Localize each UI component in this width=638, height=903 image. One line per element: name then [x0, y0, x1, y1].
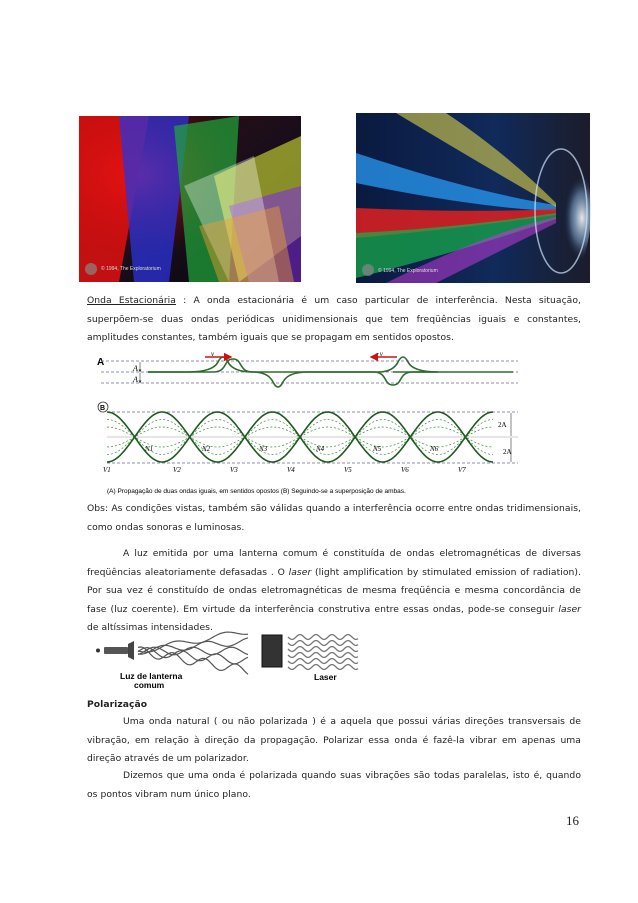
lanterna-label: Luz de lanterna comum	[120, 671, 183, 690]
exploratorium-logo-icon	[362, 264, 374, 276]
flashlight-vs-laser-figure	[96, 617, 368, 695]
label-b: B	[100, 405, 106, 412]
antinode-label: V4	[287, 466, 295, 474]
standing-wave-paragraph	[87, 292, 581, 348]
lens-dispersion-photo	[356, 113, 590, 283]
laser-term: laser	[288, 566, 312, 578]
incoherent-waves	[138, 632, 248, 674]
antinode-label: V5	[344, 466, 352, 474]
laser-medium-block	[262, 635, 282, 667]
amp-label: A	[133, 375, 138, 384]
polarizacao-paragraph-2: Dizemos que uma onda é polarizada quando suas vibrações são todas paralelas, isto é, quando os pontos vibram num único plano.	[87, 770, 581, 800]
coherent-wave	[288, 635, 358, 640]
coherent-wave	[288, 659, 358, 664]
coherent-waves	[288, 635, 358, 670]
label-a: A	[97, 357, 105, 368]
coherent-wave	[288, 665, 358, 670]
antinode-label: V1	[103, 466, 111, 474]
color-mixing-photo	[79, 116, 301, 282]
polarizacao-paragraph-1: Uma onda natural ( ou não polarizada ) é a aquela que possui várias direções transversais de vibração, em relação à direção da propagação. Polarizar essa onda é fazê-la vibrar em apenas uma direção através de um polarizador.	[87, 716, 581, 765]
two-a-top: 2A	[498, 421, 507, 429]
exploratorium-logo-icon	[85, 263, 97, 275]
node-label: N2	[202, 445, 211, 453]
coherent-wave	[288, 641, 358, 646]
node-label: N3	[259, 445, 268, 453]
antinode-label: V6	[401, 466, 409, 474]
node-label: N1	[145, 445, 154, 453]
node-label: N4	[316, 445, 325, 453]
paragraph-text: A luz emitida por uma lanterna comum é constituída de ondas eletromagnéticas de diversas freqüências aleatoriamente defasadas . O	[87, 548, 581, 578]
obs-paragraph: Obs: As condições vistas, também são válidas quando a interferência ocorre entre ondas tridimensionais, como ondas sonoras e luminosas.	[87, 503, 581, 533]
node-label: N5	[373, 445, 382, 453]
coherent-wave	[288, 647, 358, 652]
page-number: 16	[566, 813, 579, 828]
antinode-label: V3	[230, 466, 238, 474]
antinode-label: V7	[458, 466, 466, 474]
paragraph-text: de altíssimas intensidades.	[87, 622, 213, 634]
laser-term: laser	[558, 603, 581, 615]
laser-label: Laser	[314, 672, 337, 682]
paragraph-text: : A onda estacionária é um caso particular de interferência. Nesta situação, superpõem-se duas ondas periódicas unidimensionais que tem freqüências iguais e constantes, amplitudes constantes, também iguais que se propagam em sentidos opostos.	[87, 295, 581, 344]
amp-label: A	[133, 364, 138, 373]
two-a-bottom: 2A	[503, 448, 512, 456]
photo-credit: © 1994, The Exploratorium	[378, 268, 438, 274]
figure-caption: (A) Propagação de duas ondas iguais, em sentidos opostos (B) Seguindo-se a superposição de ambas.	[107, 488, 406, 495]
flashlight-icon	[104, 647, 128, 654]
photo-credit: © 1994, The Exploratorium	[101, 266, 161, 272]
standing-wave-figure	[93, 350, 525, 497]
section-title: Onda Estacionária	[87, 295, 176, 306]
paragraph-text: (light amplification by stimulated emission of radiation). Por sua vez é constituído de ondas eletromagnéticas de mesma freqüência e mesma concordância de fase (luz coerente). Em virtude da interferência construtiva entre essas ondas, pode-se conseguir	[87, 566, 581, 615]
velocity-left: −v	[375, 350, 383, 358]
antinode-label: V2	[173, 466, 181, 474]
node-label: N6	[430, 445, 439, 453]
polarizacao-heading: Polarização	[87, 699, 148, 710]
coherent-wave	[288, 653, 358, 658]
velocity-right: v	[211, 350, 215, 358]
